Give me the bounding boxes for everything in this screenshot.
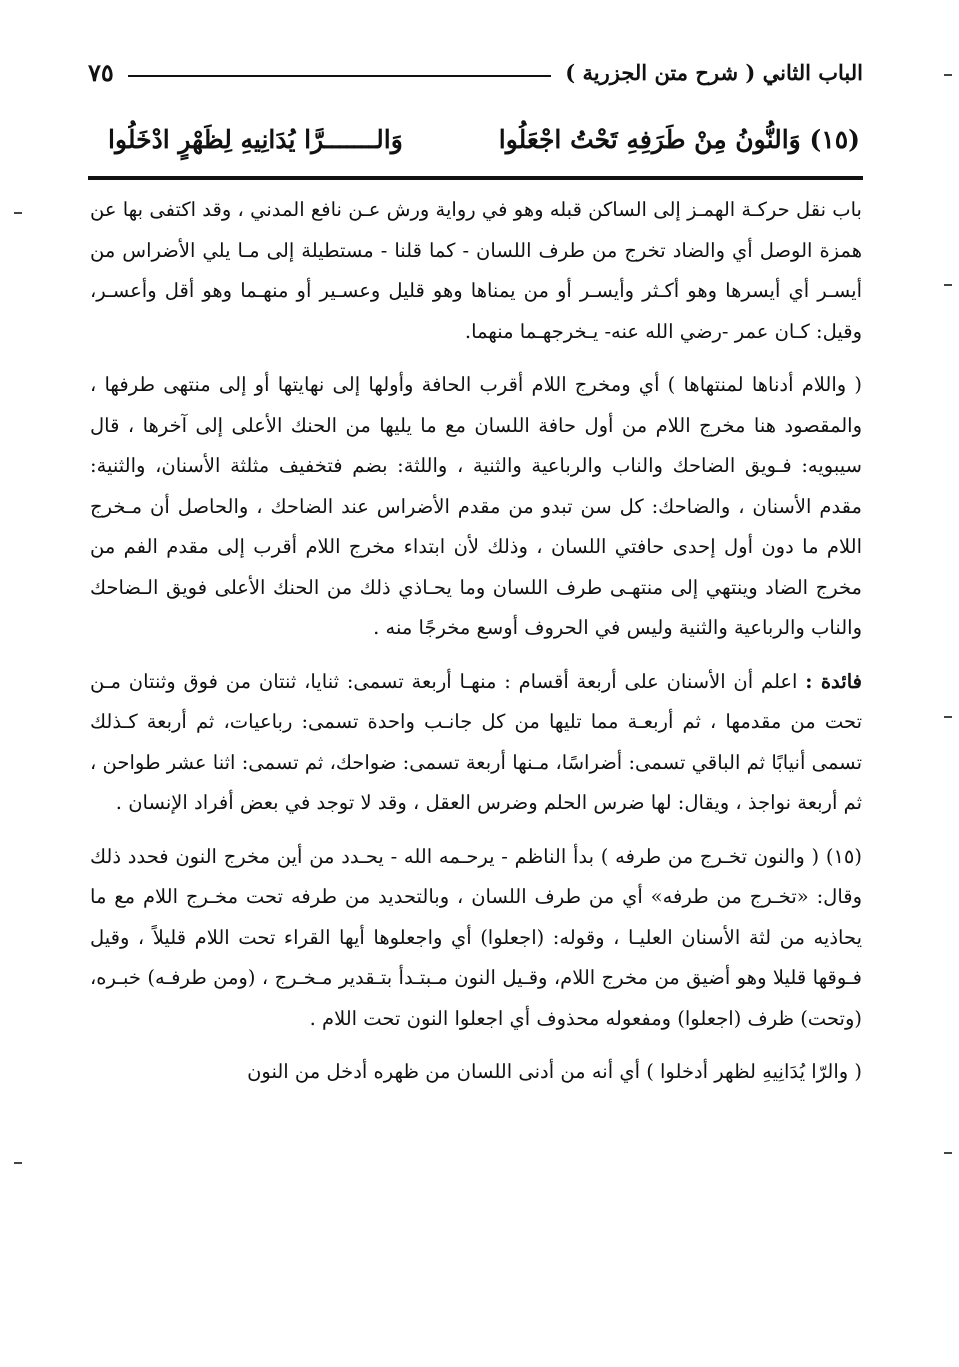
scan-margin-mark: [14, 212, 22, 214]
page-header: [88, 52, 863, 92]
scan-margin-mark: [944, 74, 952, 76]
paragraph-ra: ( والرّا يُدَانِيهِ لظهر أدخلوا ) أي أنه من أدنى اللسان من ظهره أدخل من النون: [247, 1060, 862, 1083]
paragraph-nun: (١٥) ( والنون تخـرج من طرفه ) بدأ الناظم - يرحـمه الله - يحـدد من أين مخرج النون فحدد ذلك وقال: «تخـرج من طرفه» أي من طرف اللسان ، وبالتحديد من طرفه تحت مخـرج اللام مع ما يحاذيه من لثة الأسنان العليـا ، وقوله: (اجعلوا) أي واجعلوها أيها القراء تحت اللام قليلاً ، وقيل فـوقها قليلا وهو أضيق من مخرج اللام، وقـيل النون مـبتـدأ بتـقدير مـخـرج ، (ومن طرفـه) خبـره، (وتحت) ظرف (اجعلوا) ومفعوله محذوف أي اجعلوا النون تحت اللام .: [90, 844, 862, 1030]
commentary-body: [90, 190, 862, 1106]
faida-label: فائدة :: [805, 669, 862, 693]
scan-margin-mark: [944, 1152, 952, 1154]
header-rule: [128, 75, 551, 77]
scan-margin-mark: [944, 284, 952, 286]
paragraph-dad: باب نقل حركـة الهمـز إلى الساكن قبله وهو في رواية ورش عـن نافع المدني ، وقد اكتفى بها عن همزة الوصل أي والضاد تخرج من طرف اللسان - كما قلنا - مستطيلة إلى مـا يلي الأضراس من أيسـر أي أيسرها وهو أكـثر وأيسـر أو من يمناها وهو قليل وعسـير أو منهـما وهو أقل وأعسـر، وقيل: كـان عمر -رضي الله عنه- يـخرجهـما منهما.: [90, 198, 862, 343]
scan-margin-mark: [14, 1162, 22, 1164]
verse-first-hemistich: (١٥) وَالنُّونُ مِنْ طَرَفِهِ تَحْتُ اجْعَلُوا: [498, 124, 860, 154]
verse-second-hemistich: وَالـــــــرَّا يُدَانِيهِ لِظَهْرٍ ادْخَلُوا: [108, 124, 403, 154]
paragraph-faida: [90, 662, 862, 824]
chapter-title: الباب الثاني ( شرح متن الجزرية ): [565, 59, 863, 85]
page-number: ٧٥: [88, 57, 114, 87]
paragraph-lam: ( واللام أدناها لمنتهاها ) أي ومخرج اللام أقرب الحافة وأولها إلى نهايتها أو إلى منتهى طرفها ، والمقصود هنا مخرج اللام من أول حافة اللسان مع ما يليها من الحنك الأعلى إلى آخرها ، قال سيبويه: فـويق الضاحك والناب والرباعية والثنية ، واللثة: بضم فتخفيف مثلثة الأسنان، والثنية: مقدم الأسنان ، والضاحك: كل سن تبدو من مقدم الأضراس عند الضاحك ، والحاصل أن مـخرج اللام ما دون أول إحدى حافتي اللسان ، وذلك لأن ابتداء مخرج اللام أقرب إلى مقدم الفم من مخرج الضاد وينتهي إلى منتهـى طرف اللسان وما يحـاذي ذلك من الحنك الأعلى فويق الـضاحك والناب والرباعية والثنية وليس في الحروف أوسع مخرجًا منه .: [90, 373, 862, 639]
faida-text: اعلم أن الأسنان على أربعة أقسام : منهـا أربعة تسمى: ثنايا، ثنتان من فوق وثنتان مـن تحت من مقدمها ، ثم أربعـة مما تليها من كل جانـب واحدة تسمى: رباعيات، ثم أربعة كـذلك تسمى أنيابًا ثم الباقي تسمى: أضراسًا، مـنها أربعة تسمى: ضواحك، ثم تسمى: اثنا عشر طواحن ، ثم أربعة نواجذ ، ويقال: لها ضرس الحلم وضرس العقل ، وقد لا توجد في بعض أفراد الإنسان .: [90, 669, 862, 814]
poem-verse: [108, 112, 860, 166]
scan-margin-mark: [944, 716, 952, 718]
verse-separator-rule: [88, 176, 863, 180]
